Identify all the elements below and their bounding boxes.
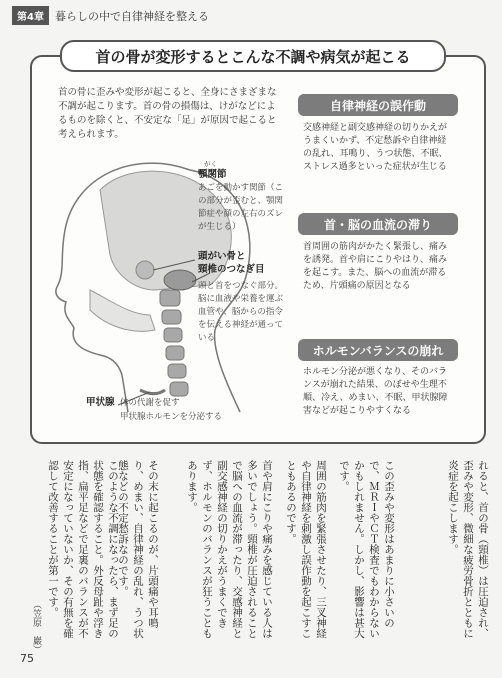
author-credit: （笠原 巖）	[31, 600, 41, 654]
jaw-ruby: がく	[204, 160, 217, 168]
page-number: 75	[20, 652, 34, 665]
thyroid-note-1: 体の代謝を促す	[120, 398, 180, 408]
body-paragraph-3: 周囲の筋肉を緊張させたり、三叉神経や自律神経を刺激し誤作動を起こすこともあるのです。	[285, 460, 327, 639]
body-paragraph-2: この歪みや変形はあまりに小さいので、ＭＲＩやＣＴ検査でもわからないかもしれません。しかし、影響は甚大です。	[338, 460, 395, 639]
chapter-header	[12, 6, 209, 25]
intro-text: 首の骨に歪みや変形が起こると、全身にさまざまな不調が起こります。首の骨の損傷は、けがなどによるものを除くと、不安定な「足」が原因で起こると考えられます。	[58, 87, 277, 140]
chapter-title: 暮らしの中で自律神経を整える	[54, 9, 209, 23]
box-title: 首の骨が変形するとこんな不調や病気が起こる	[60, 40, 446, 72]
thyroid-note-2: 甲状腺ホルモンを分泌する	[120, 412, 223, 422]
chapter-badge: 第4章	[12, 6, 49, 25]
section-bloodflow-heading: 首・脳の血流の滞り	[298, 213, 458, 235]
section-autonomic-body: 交感神経と副交感神経の切りかえがうまくいかず、不定愁訴や自律神経の乱れ、耳鳴り、うつ状態、不眠、ストレス過多といった症状が生じる	[303, 123, 448, 172]
skull-joint-note: 頭と首をつなぐ部分。脳に血液や栄養を運ぶ血管や、脳からの指令を伝える神経が通っている	[198, 281, 284, 343]
section-hormone-body: ホルモン分泌が悪くなり、そのバランスが崩れた結果、のぼせや生理不順、冷え、めまい、不眠、甲状腺障害などが起こりやすくなる	[303, 367, 448, 416]
section-hormone-heading: ホルモンバランスの崩れ	[298, 339, 458, 361]
skull-joint-label-2: 頸椎のつなぎ目	[198, 264, 265, 275]
body-paragraph-1: れると、首の骨（頸椎）は圧迫され、歪みや変形、微細な疲労骨折とともに炎症を起こします。	[447, 460, 489, 639]
section-autonomic-heading: 自律神経の誤作動	[298, 94, 458, 116]
thyroid-label: 甲状腺	[86, 397, 115, 408]
skull-joint-label-1: 頭がい骨と	[198, 251, 246, 262]
body-paragraph-5: その末に起こるのが、片頭痛や耳鳴り、めまい、自律神経の乱れ、うつ状態などの不定愁訴なのです。	[117, 460, 159, 639]
body-paragraph-4: 首や肩にこりや痛みを感じている人は多いでしょう。頸椎が圧迫されることで脳への血流が滞ったり、交感神経と副交感神経の切りかえがうまくできず、ホルモンのバランスが狂うこともあります。	[186, 460, 273, 639]
jaw-note: あごを動かす関節（この部分が歪むと、顎関節症や顔の左右のズレが生じる）	[198, 183, 284, 232]
jaw-label: 顎関節	[198, 169, 227, 180]
body-paragraph-6: このような不調になったら、まず足の状態を確認すること。外反母趾や浮き指、扁平足などで足裏のバランスが不安定になっていないか、その有無を確認して改善することが第一です。	[47, 460, 119, 639]
section-bloodflow-body: 首周囲の筋肉がかたく緊張し、痛みを誘発。首や肩にこりやはり、痛みを起こす。また、脳への血流が滞るため、片頭痛の原因となる	[303, 242, 448, 291]
